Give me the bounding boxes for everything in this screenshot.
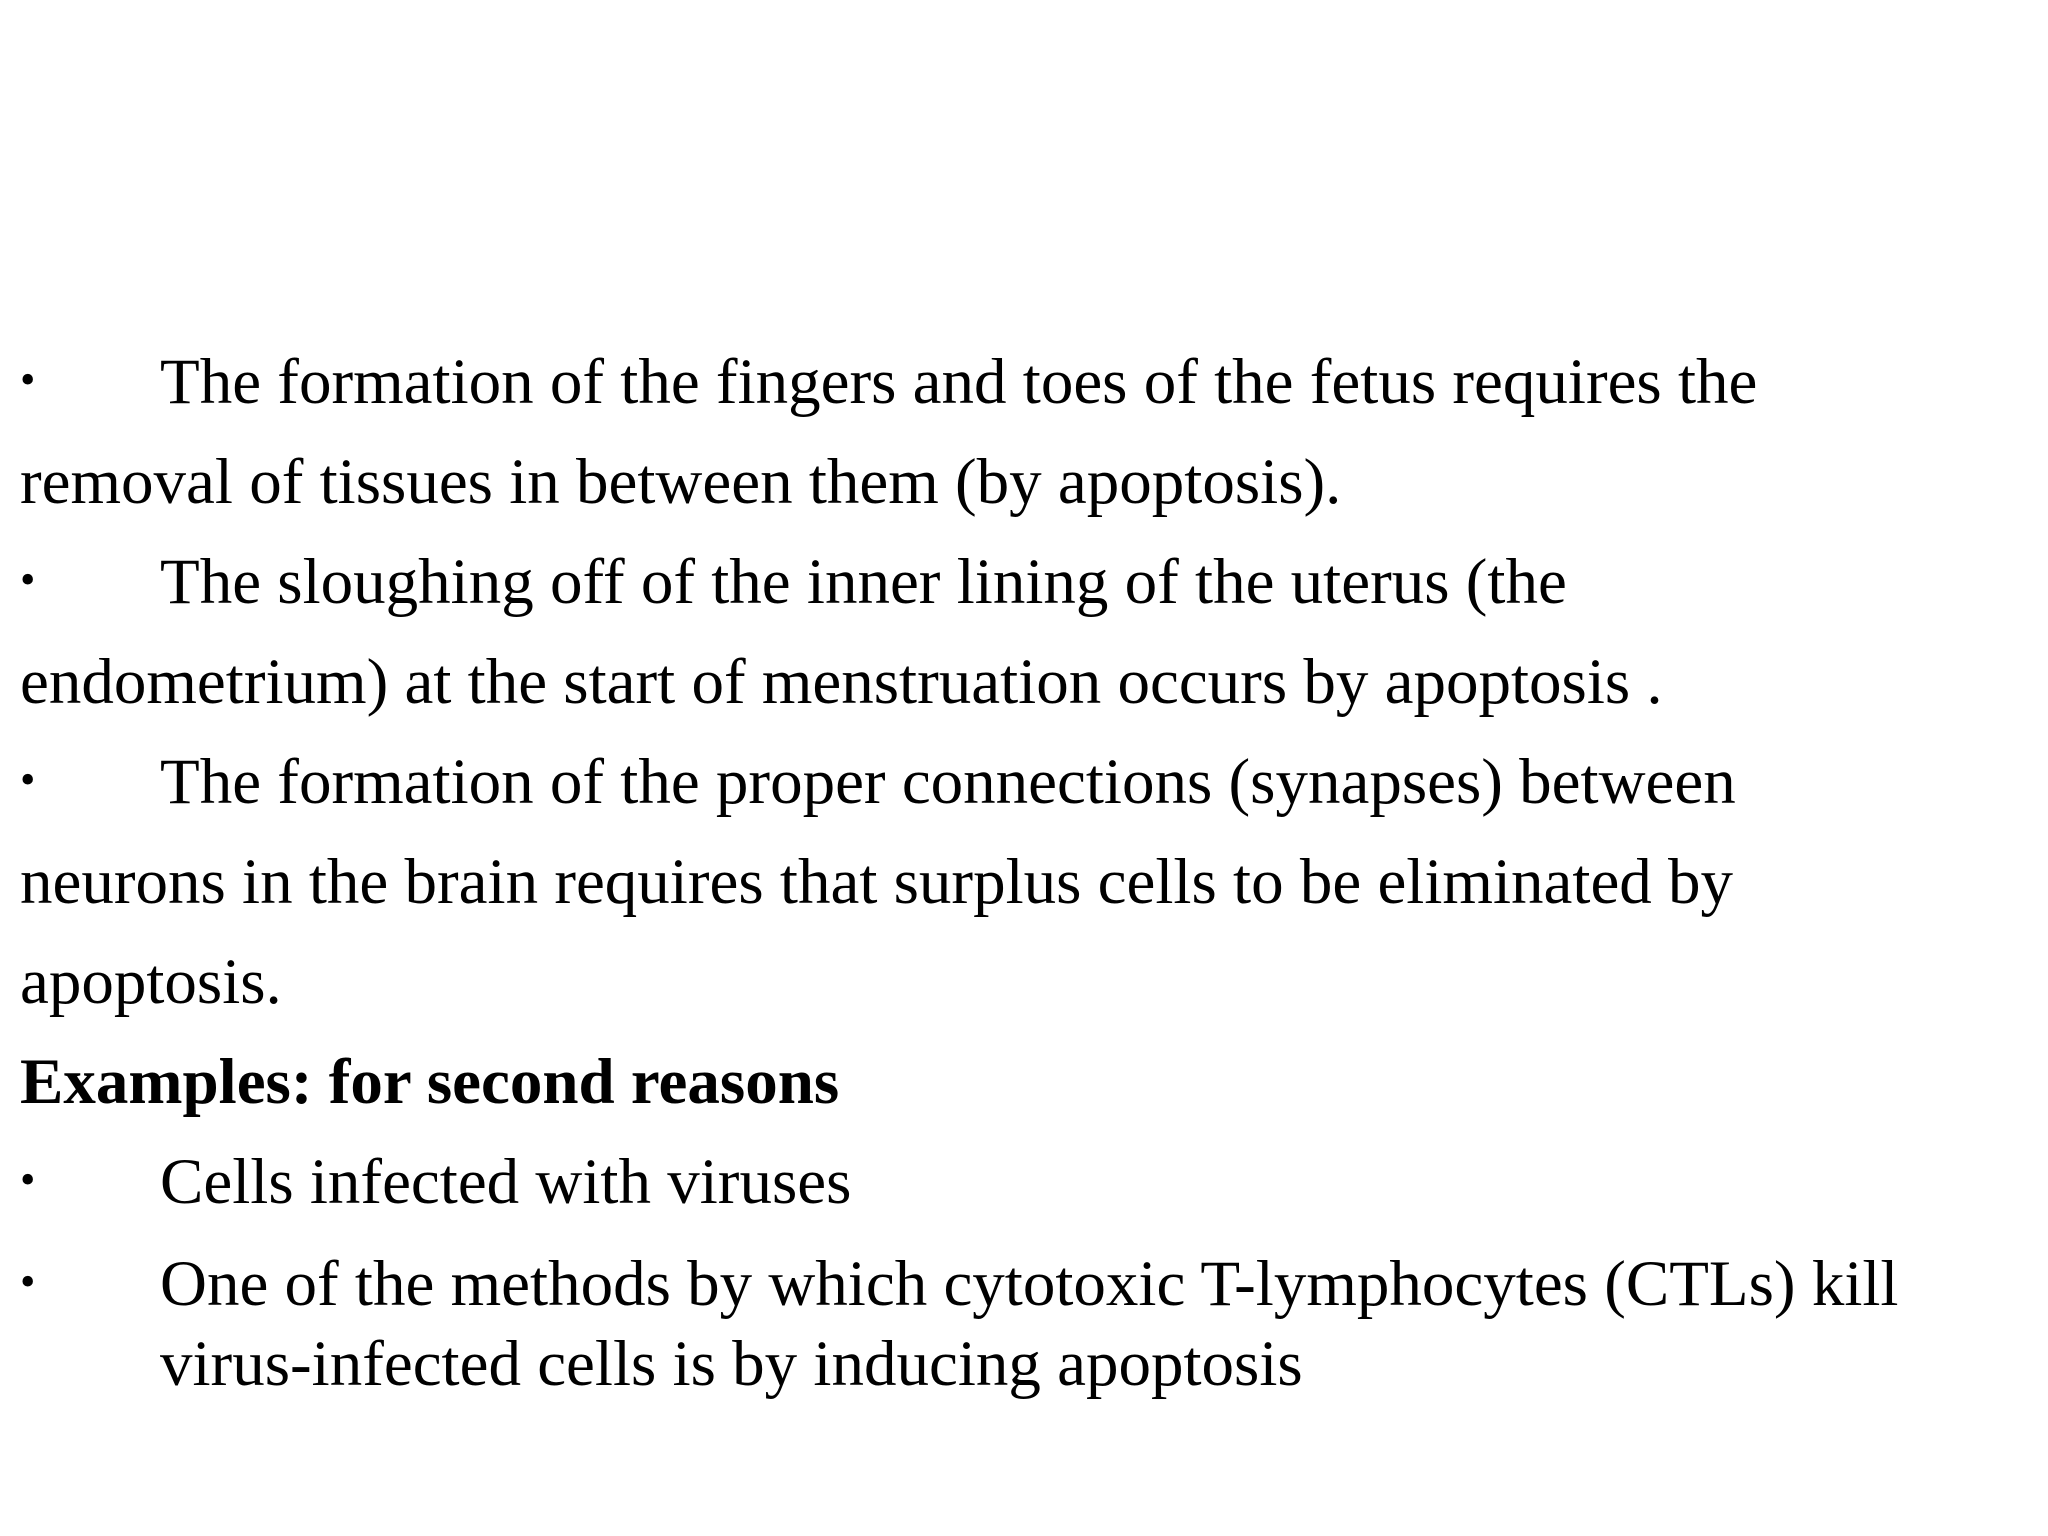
bullet-marker: • [20,1257,36,1306]
bullet-marker: • [20,555,36,604]
example-item-2-line-1: One of the methods by which cytotoxic T-lymphocytes (CTLs) kill [160,1248,1899,1320]
paragraph-1-line-1: The formation of the fingers and toes of the fetus requires the [160,346,1758,418]
example-item-1: Cells infected with viruses [160,1146,852,1218]
paragraph-2-line-2: endometrium) at the start of menstruation occurs by apoptosis . [20,646,1663,718]
example-item-2-line-2: virus-infected cells is by inducing apoptosis [160,1328,1303,1400]
paragraph-3-line-2: neurons in the brain requires that surplus cells to be eliminated by [20,846,1734,918]
paragraph-2-line-1: The sloughing off of the inner lining of the uterus (the [160,546,1567,618]
paragraph-1-line-2: removal of tissues in between them (by apoptosis). [20,446,1342,518]
section-heading: Examples: for second reasons [20,1046,840,1118]
bullet-marker: • [20,355,36,404]
paragraph-3-line-1: The formation of the proper connections (synapses) between [160,746,1736,818]
paragraph-3-line-3: apoptosis. [20,946,282,1018]
bullet-marker: • [20,1155,36,1204]
bullet-marker: • [20,755,36,804]
